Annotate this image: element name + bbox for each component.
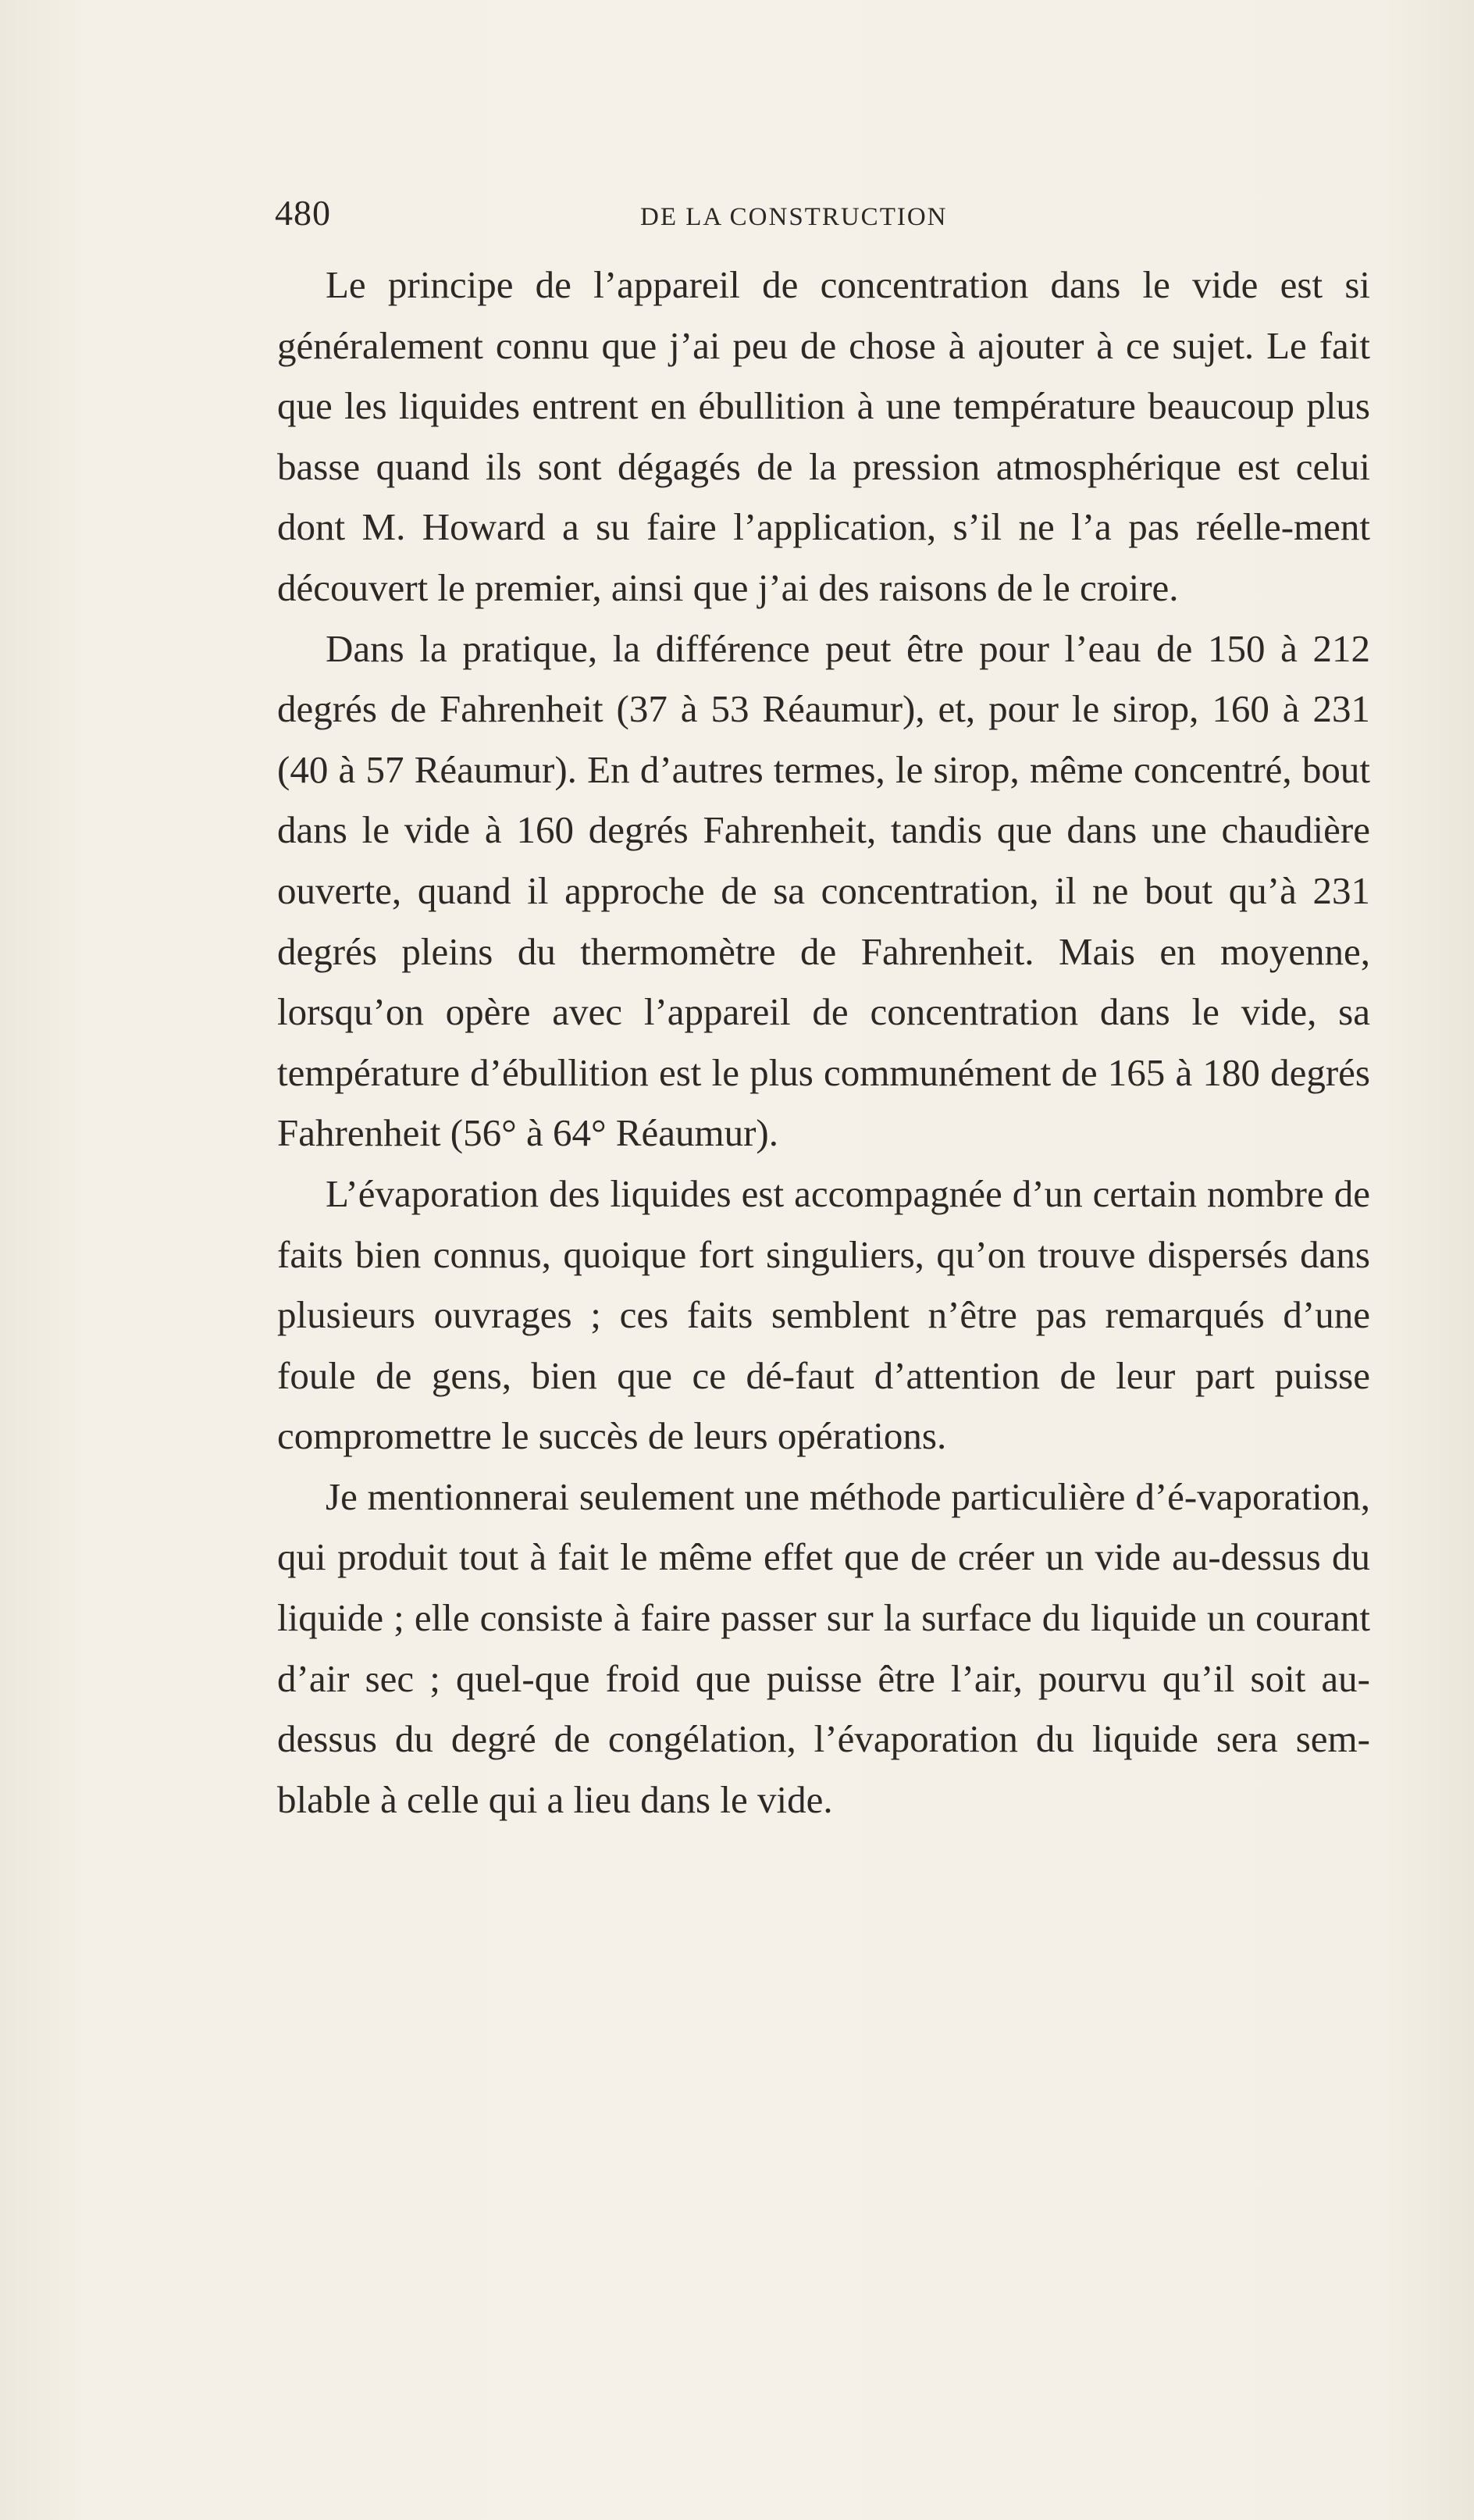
page-header (275, 192, 1374, 247)
paragraph-4: Je mentionnerai seulement une méthode particulière d’é-vaporation, qui produit tout à fait le même effet que de créer un vide au-dessus du liquide ; elle consiste à faire passer sur la surface du liquide un courant d’air sec ; quel-que froid que puisse être l’air, pourvu qu’il soit au-dessus du degré de congélation, l’évaporation du liquide sera sem-blable à celle qui a lieu dans le vide. (277, 1474, 1370, 1821)
body-text (277, 255, 1370, 1830)
paragraph-2: Dans la pratique, la différence peut être pour l’eau de 150 à 212 degrés de Fahrenheit (37 à 53 Réaumur), et, pour le sirop, 160 à 231 (40 à 57 Réaumur). En d’autres termes, le sirop, même concentré, bout dans le vide à 160 degrés Fahrenheit, tandis que dans une chaudière ouverte, quand il approche de sa concentration, il ne bout qu’à 231 degrés pleins du thermomètre de Fahrenheit. Mais en moyenne, lorsqu’on opère avec l’appareil de concentration dans le vide, sa température d’ébullition est le plus communément de 165 à 180 degrés Fahrenheit (56° à 64° Réaumur). (277, 626, 1370, 1155)
paragraph-1: Le principe de l’appareil de concentration dans le vide est si généralement connu que j’ai peu de chose à ajouter à ce sujet. Le fait que les liquides entrent en ébullition à une température beaucoup plus basse quand ils sont dégagés de la pression atmosphérique est celui dont M. Howard a su faire l’application, s’il ne l’a pas réelle-ment découvert le premier, ainsi que j’ai des raisons de le croire. (277, 263, 1370, 609)
running-title: DE LA CONSTRUCTION (640, 203, 948, 231)
paragraph-3: L’évaporation des liquides est accompagnée d’un certain nombre de faits bien connus, quoique fort singuliers, qu’on trouve dispersés dans plusieurs ouvrages ; ces faits semblent n’être pas remarqués d’une foule de gens, bien que ce dé-faut d’attention de leur part puisse compromettre le succès de leurs opérations. (277, 1171, 1370, 1458)
page-number: 480 (275, 193, 331, 233)
